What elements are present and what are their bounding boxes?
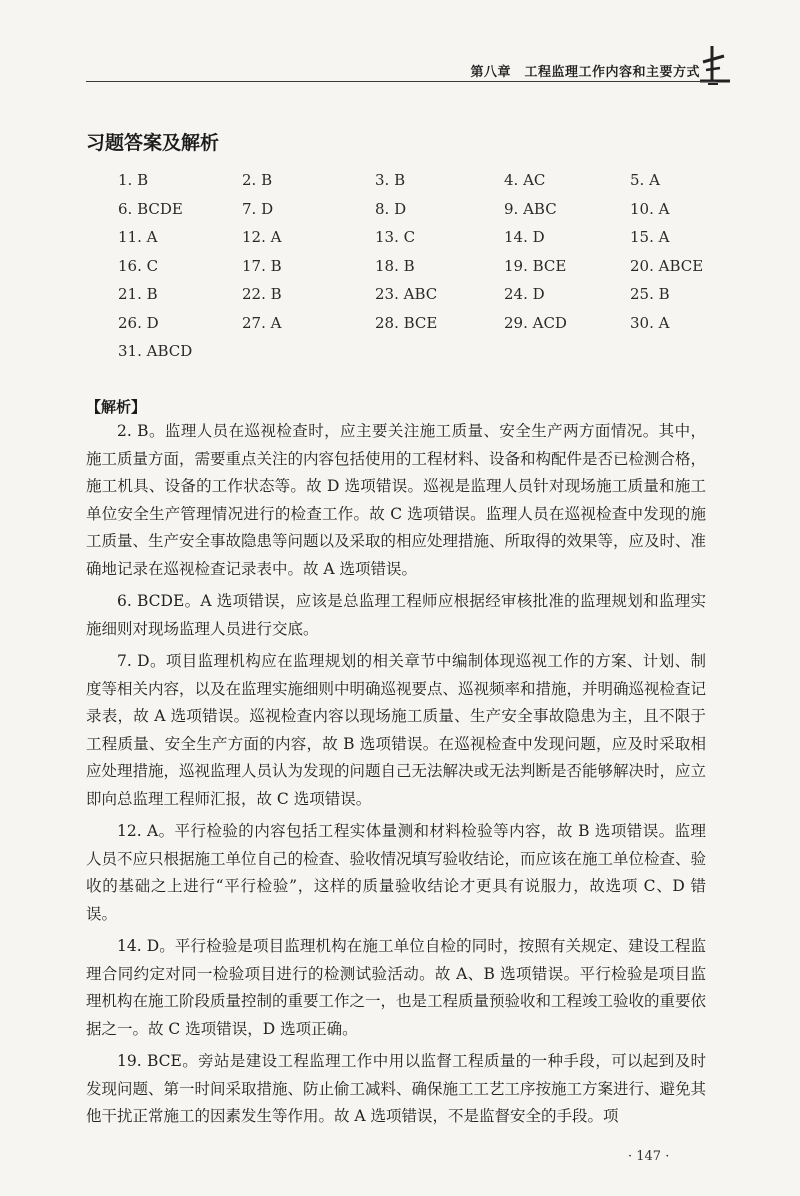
answer-item: 7. D xyxy=(242,199,274,218)
answer-item: 24. D xyxy=(504,285,545,303)
explanation-paragraph: 6. BCDE。A 选项错误，应该是总监理工程师应根据经审核批准的监理规划和监理实施细则对现场监理人员进行交底。 xyxy=(86,592,706,638)
answer-item: 30. A xyxy=(630,313,670,332)
answer-row xyxy=(118,197,738,226)
answer-item: 27. A xyxy=(242,313,282,332)
answer-grid xyxy=(118,168,738,368)
answer-item: 17. B xyxy=(242,256,282,275)
analysis-title: 【解析】 xyxy=(86,398,147,416)
answer-row xyxy=(118,282,738,311)
page-number: · 147 · xyxy=(628,1149,670,1164)
answer-item: 22. B xyxy=(242,285,282,303)
answer-row xyxy=(118,168,738,197)
answer-item: 14. D xyxy=(504,228,545,246)
section-title: 习题答案及解析 xyxy=(86,132,220,154)
answer-item: 26. D xyxy=(118,313,159,332)
answer-row xyxy=(118,339,738,368)
answer-row xyxy=(118,311,738,340)
answer-item: 12. A xyxy=(242,228,282,246)
answer-item: 4. AC xyxy=(504,171,546,189)
explanation-paragraph: 19. BCE。旁站是建设工程监理工作中用以监督工程质量的一种手段，可以起到及时发现问题、第一时间采取措施、防止偷工减料、确保施工工艺工序按施工方案进行、避免其他干扰正常施工的因素发生等作用。故 A 选项错误，不是监督安全的手段。项 xyxy=(86,1052,707,1125)
answer-item: 16. C xyxy=(118,256,159,275)
answer-item: 11. A xyxy=(118,228,158,246)
answer-item: 31. ABCD xyxy=(118,342,193,360)
answer-row xyxy=(118,225,738,254)
explanation-paragraph: 2. B。监理人员在巡视检查时，应主要关注施工质量、安全生产两方面情况。其中，施工质量方面，需要重点关注的内容包括使用的工程材料、设备和构配件是否已检测合格，施工机具、设备的工作状态等。故 D 选项错误。巡视是监理人员针对现场施工质量和施工单位安全生产管理情况进行的检查工作。故 C 选项错误。监理人员在巡视检查中发现的施工质量、生产安全事故隐患等问题以及采取的相应处理措施、所取得的效果等，应及时、准确地记录在巡视检查记录表中。故 A 选项错误。 xyxy=(86,422,707,578)
answer-item: 25. B xyxy=(630,285,670,303)
answer-item: 3. B xyxy=(375,171,406,189)
answer-item: 8. D xyxy=(375,199,407,218)
explanation-list xyxy=(86,418,706,1136)
explanation-paragraph: 7. D。项目监理机构应在监理规划的相关章节中编制体现巡视工作的方案、计划、制度等相关内容，以及在监理实施细则中明确巡视要点、巡视频率和措施，并明确巡视检查记录表，故 A 选项错误。巡视检查内容以现场施工质量、生产安全事故隐患为主，且不限于工程质量、安全生产方面的内容，故 B 选项错误。在巡视检查中发现问题，应及时采取相应处理措施，巡视监理人员认为发现的问题自己无法解决或无法判断是否能够解决时，应立即向总监理工程师汇报，故 C 选项错误。 xyxy=(86,652,707,808)
answer-item: 29. ACD xyxy=(504,313,567,332)
answer-item: 19. BCE xyxy=(504,256,567,275)
answer-item: 23. ABC xyxy=(375,285,438,303)
answer-item: 28. BCE xyxy=(375,313,438,332)
chapter-header: 第八章 工程监理工作内容和主要方式 xyxy=(470,65,700,80)
explanation-paragraph: 14. D。平行检验是项目监理机构在施工单位自检的同时，按照有关规定、建设工程监理合同约定对同一检验项目进行的检测试验活动。故 A、B 选项错误。平行检验是项目监理机构在施工阶段质量控制的重要工作之一，也是工程质量预验收和工程竣工验收的重要依据之一。故 C 选项错误，D 选项正确。 xyxy=(86,937,707,1038)
answer-item: 9. ABC xyxy=(504,199,557,218)
answer-item: 18. B xyxy=(375,256,415,275)
answer-item: 15. A xyxy=(630,228,670,246)
header-rule xyxy=(86,81,716,82)
answer-item: 21. B xyxy=(118,285,158,303)
answer-item: 2. B xyxy=(242,171,273,189)
answer-item: 20. ABCE xyxy=(630,256,704,275)
answer-item: 6. BCDE xyxy=(118,199,183,218)
answer-item: 10. A xyxy=(630,199,670,218)
answer-row xyxy=(118,254,738,283)
answer-item: 1. B xyxy=(118,171,149,189)
explanation-paragraph: 12. A。平行检验的内容包括工程实体量测和材料检验等内容，故 B 选项错误。监理人员不应只根据施工单位自己的检查、验收情况填写验收结论，而应该在施工单位检查、验收的基础之上进行“平行检验”，这样的质量验收结论才更具有说服力，故选项 C、D 错误。 xyxy=(86,822,707,923)
answer-item: 13. C xyxy=(375,228,416,246)
answer-item: 5. A xyxy=(630,171,660,189)
